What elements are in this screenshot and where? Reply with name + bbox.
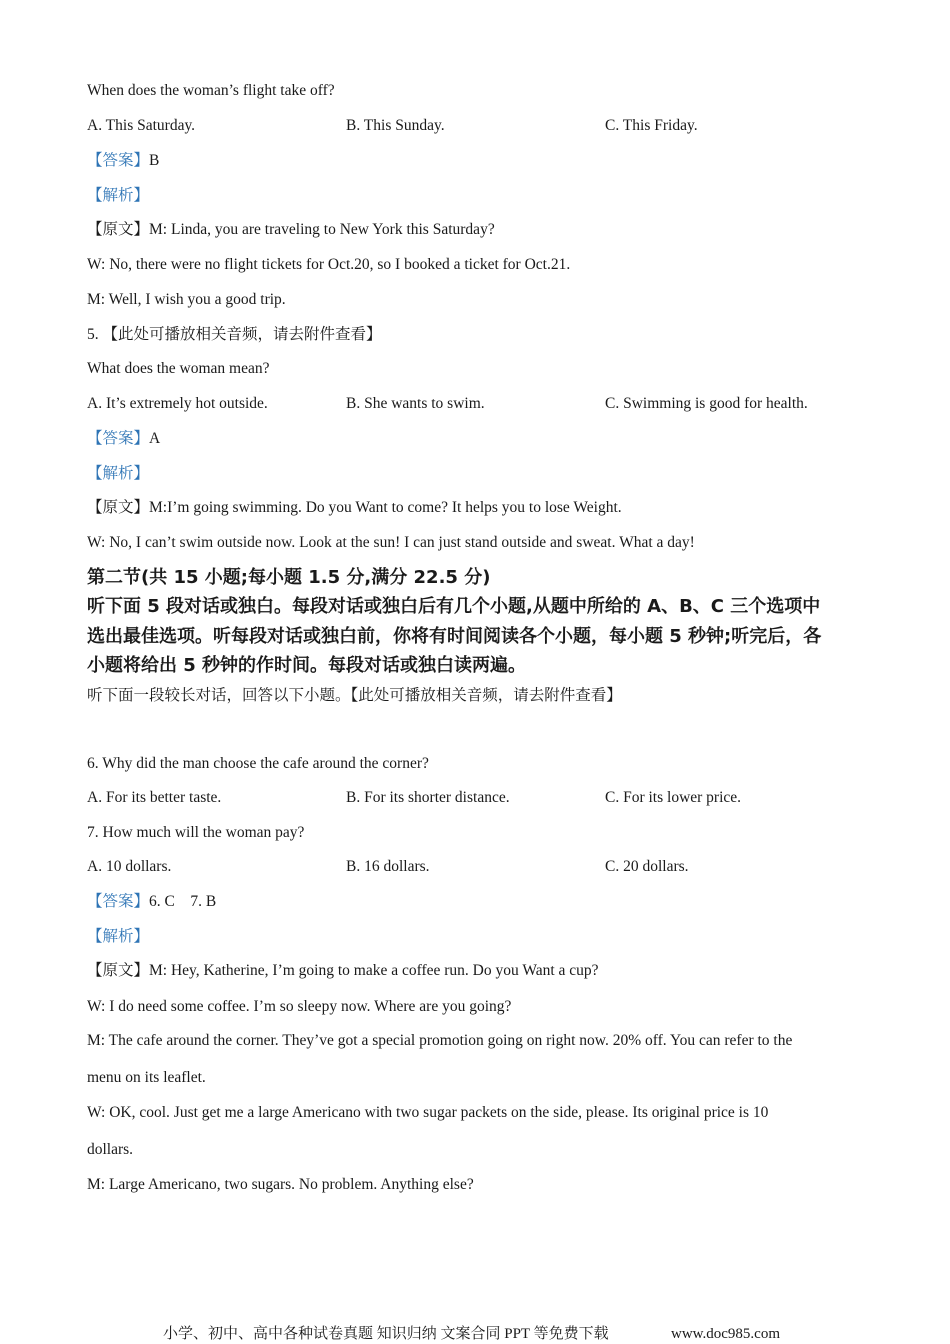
q67-transcript-line-5: W: OK, cool. Just get me a large Americano with two sugar packets on the side, please. Its original price is 10 — [87, 1104, 769, 1121]
q4-question: When does the woman’s flight take off? — [87, 82, 335, 99]
original-tag: 【原文】 — [87, 499, 150, 516]
q6-question: 6. Why did the man choose the cafe around the corner? — [87, 755, 429, 772]
q67-transcript-line-3: M: The cafe around the corner. They’ve got a special promotion going on right now. 20% off. You can refer to the — [87, 1032, 793, 1049]
q5-option-b: B. She wants to swim. — [346, 395, 485, 412]
answer-value: B — [149, 152, 160, 169]
q67-transcript-line-7: M: Large Americano, two sugars. No problem. Anything else? — [87, 1176, 474, 1193]
q5-analysis-tag: 【解析】 — [87, 465, 150, 482]
q5-answer — [87, 429, 160, 449]
q5-header: 5. 【此处可播放相关音频，请去附件查看】 — [87, 326, 382, 343]
q7-option-b: B. 16 dollars. — [346, 858, 430, 875]
q67-analysis-tag: 【解析】 — [87, 928, 150, 945]
section2-title: 第二节(共 15 小题;每小题 1.5 分,满分 22.5 分) — [87, 567, 491, 588]
q4-transcript-line-2: W: No, there were no flight tickets for Oct.20, so I booked a ticket for Oct.21. — [87, 256, 571, 273]
transcript-text: M: Linda, you are traveling to New York this Saturday? — [149, 221, 495, 238]
q7-option-c: C. 20 dollars. — [605, 858, 689, 875]
answer-tag: 【答案】 — [87, 430, 150, 447]
q4-transcript-line-3: M: Well, I wish you a good trip. — [87, 291, 286, 308]
q6-option-b: B. For its shorter distance. — [346, 789, 510, 806]
answer-tag: 【答案】 — [87, 893, 150, 910]
q67-transcript-line-6: dollars. — [87, 1141, 134, 1158]
q67-transcript-line-2: W: I do need some coffee. I’m so sleepy now. Where are you going? — [87, 998, 512, 1015]
footer-text: 小学、初中、高中各种试卷真题 知识归纳 文案合同 PPT 等免费下载 — [163, 1326, 609, 1342]
q5-question: What does the woman mean? — [87, 360, 270, 377]
answer-value: A — [149, 430, 161, 447]
section2-instruction-3: 小题将给出 5 秒钟的作时间。每段对话或独白读两遍。 — [87, 655, 527, 676]
section2-intro: 听下面一段较长对话，回答以下小题。【此处可播放相关音频，请去附件查看】 — [87, 687, 622, 704]
q67-answer — [87, 892, 216, 912]
q5-transcript-line-1 — [87, 498, 622, 518]
transcript-text: M: Hey, Katherine, I’m going to make a coffee run. Do you Want a cup? — [149, 962, 599, 979]
footer-link[interactable]: www.doc985.com — [671, 1326, 781, 1342]
q7-question: 7. How much will the woman pay? — [87, 824, 305, 841]
q7-option-a: A. 10 dollars. — [87, 858, 172, 875]
q4-option-b: B. This Sunday. — [346, 117, 445, 134]
q6-option-a: A. For its better taste. — [87, 789, 222, 806]
answer-tag: 【答案】 — [87, 152, 150, 169]
section2-instruction-2: 选出最佳选项。听每段对话或独白前，你将有时间阅读各个小题，每小题 5 秒钟;听完后，各 — [87, 626, 822, 647]
q4-option-c: C. This Friday. — [605, 117, 698, 134]
q4-option-a: A. This Saturday. — [87, 117, 196, 134]
q4-answer — [87, 151, 159, 171]
transcript-text: M:I’m going swimming. Do you Want to come? It helps you to lose Weight. — [149, 499, 622, 516]
answer-value: 6. C 7. B — [149, 893, 217, 910]
q5-transcript-line-2: W: No, I can’t swim outside now. Look at the sun! I can just stand outside and sweat. What a day! — [87, 534, 695, 551]
original-tag: 【原文】 — [87, 962, 150, 979]
q67-transcript-line-4: menu on its leaflet. — [87, 1069, 206, 1086]
q5-option-c: C. Swimming is good for health. — [605, 395, 808, 412]
q4-analysis-tag: 【解析】 — [87, 187, 150, 204]
q5-option-a: A. It’s extremely hot outside. — [87, 395, 268, 412]
q67-transcript-line-1 — [87, 961, 599, 981]
original-tag: 【原文】 — [87, 221, 150, 238]
q4-transcript-line-1 — [87, 220, 495, 240]
section2-instruction-1: 听下面 5 段对话或独白。每段对话或独白后有几个小题,从题中所给的 A、B、C 三个选项中 — [87, 596, 821, 617]
q6-option-c: C. For its lower price. — [605, 789, 742, 806]
